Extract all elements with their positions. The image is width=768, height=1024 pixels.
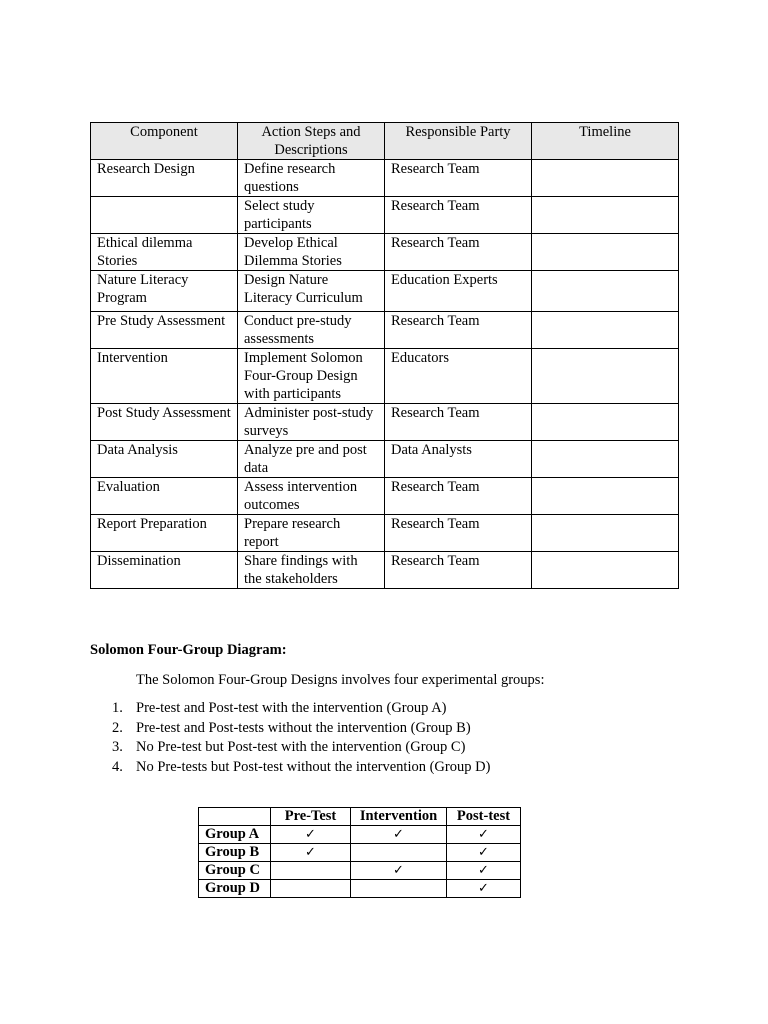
cell-action: Prepare research report xyxy=(238,515,385,552)
cell-component: Nature Literacy Program xyxy=(91,271,238,312)
header-timeline: Timeline xyxy=(532,123,679,160)
check-icon xyxy=(271,862,351,880)
cell-component: Dissemination xyxy=(91,552,238,589)
cell-party: Research Team xyxy=(385,197,532,234)
cell-action: Implement Solomon Four-Group Design with participants xyxy=(238,349,385,404)
check-icon: ✓ xyxy=(271,826,351,844)
table-row xyxy=(91,349,679,404)
cell-action: Define research questions xyxy=(238,160,385,197)
cell-action: Share findings with the stakeholders xyxy=(238,552,385,589)
group-label: Group B xyxy=(199,844,271,862)
table-row xyxy=(199,826,521,844)
cell-component: Pre Study Assessment xyxy=(91,312,238,349)
cell-party: Research Team xyxy=(385,552,532,589)
plan-table xyxy=(90,122,679,589)
table-row xyxy=(199,862,521,880)
cell-timeline xyxy=(532,441,679,478)
header-pre-test: Pre-Test xyxy=(271,808,351,826)
check-icon: ✓ xyxy=(351,826,447,844)
cell-timeline xyxy=(532,515,679,552)
table-row xyxy=(91,234,679,271)
cell-action: Analyze pre and post data xyxy=(238,441,385,478)
check-icon xyxy=(351,844,447,862)
check-icon xyxy=(351,880,447,898)
table-row xyxy=(91,197,679,234)
header-action-steps: Action Steps and Descriptions xyxy=(238,123,385,160)
section-intro: The Solomon Four-Group Designs involves four experimental groups: xyxy=(136,672,545,688)
header-empty xyxy=(199,808,271,826)
cell-party: Research Team xyxy=(385,312,532,349)
table-row xyxy=(91,271,679,312)
cell-component: Post Study Assessment xyxy=(91,404,238,441)
group-label: Group A xyxy=(199,826,271,844)
cell-action: Administer post-study surveys xyxy=(238,404,385,441)
header-post-test: Post-test xyxy=(447,808,521,826)
table-row xyxy=(91,478,679,515)
table-row xyxy=(199,844,521,862)
cell-timeline xyxy=(532,271,679,312)
cell-party: Research Team xyxy=(385,515,532,552)
cell-party: Educators xyxy=(385,349,532,404)
cell-party: Research Team xyxy=(385,160,532,197)
table-row xyxy=(91,515,679,552)
table-row xyxy=(91,404,679,441)
check-icon: ✓ xyxy=(447,826,521,844)
table-row xyxy=(91,312,679,349)
list-item xyxy=(112,719,490,739)
cell-component: Evaluation xyxy=(91,478,238,515)
group-table xyxy=(198,807,521,898)
check-icon: ✓ xyxy=(351,862,447,880)
check-icon: ✓ xyxy=(447,844,521,862)
header-responsible-party: Responsible Party xyxy=(385,123,532,160)
cell-timeline xyxy=(532,404,679,441)
list-number: 2. xyxy=(112,719,123,736)
cell-component: Data Analysis xyxy=(91,441,238,478)
cell-party: Research Team xyxy=(385,478,532,515)
plan-table-header-row xyxy=(91,123,679,160)
design-steps-list xyxy=(112,699,490,777)
cell-timeline xyxy=(532,312,679,349)
cell-action: Design Nature Literacy Curriculum xyxy=(238,271,385,312)
section-heading: Solomon Four-Group Diagram: xyxy=(90,642,287,658)
check-icon: ✓ xyxy=(447,880,521,898)
cell-component: Research Design xyxy=(91,160,238,197)
list-item xyxy=(112,699,490,719)
cell-timeline xyxy=(532,234,679,271)
cell-component xyxy=(91,197,238,234)
cell-action: Assess intervention outcomes xyxy=(238,478,385,515)
cell-component: Ethical dilemma Stories xyxy=(91,234,238,271)
table-row xyxy=(199,880,521,898)
cell-party: Research Team xyxy=(385,404,532,441)
cell-timeline xyxy=(532,160,679,197)
list-text: Pre-test and Post-test with the intervention (Group A) xyxy=(136,700,447,716)
group-label: Group D xyxy=(199,880,271,898)
cell-action: Develop Ethical Dilemma Stories xyxy=(238,234,385,271)
check-icon xyxy=(271,880,351,898)
cell-party: Education Experts xyxy=(385,271,532,312)
list-number: 1. xyxy=(112,700,123,716)
cell-component: Intervention xyxy=(91,349,238,404)
cell-party: Data Analysts xyxy=(385,441,532,478)
table-row xyxy=(91,160,679,197)
cell-timeline xyxy=(532,197,679,234)
list-text: No Pre-test but Post-test with the intervention (Group C) xyxy=(136,739,466,755)
cell-timeline xyxy=(532,552,679,589)
cell-action: Select study participants xyxy=(238,197,385,234)
table-row xyxy=(91,441,679,478)
cell-party: Research Team xyxy=(385,234,532,271)
list-number: 4. xyxy=(112,758,123,775)
cell-timeline xyxy=(532,349,679,404)
check-icon: ✓ xyxy=(447,862,521,880)
cell-timeline xyxy=(532,478,679,515)
list-number: 3. xyxy=(112,739,123,755)
list-item xyxy=(112,738,490,758)
header-intervention: Intervention xyxy=(351,808,447,826)
cell-action: Conduct pre-study assessments xyxy=(238,312,385,349)
group-table-header-row xyxy=(199,808,521,826)
header-component: Component xyxy=(91,123,238,160)
group-label: Group C xyxy=(199,862,271,880)
cell-component: Report Preparation xyxy=(91,515,238,552)
list-text: Pre-test and Post-tests without the intervention (Group B) xyxy=(136,719,471,736)
check-icon: ✓ xyxy=(271,844,351,862)
list-text: No Pre-tests but Post-test without the intervention (Group D) xyxy=(136,758,491,775)
list-item xyxy=(112,758,490,778)
table-row xyxy=(91,552,679,589)
